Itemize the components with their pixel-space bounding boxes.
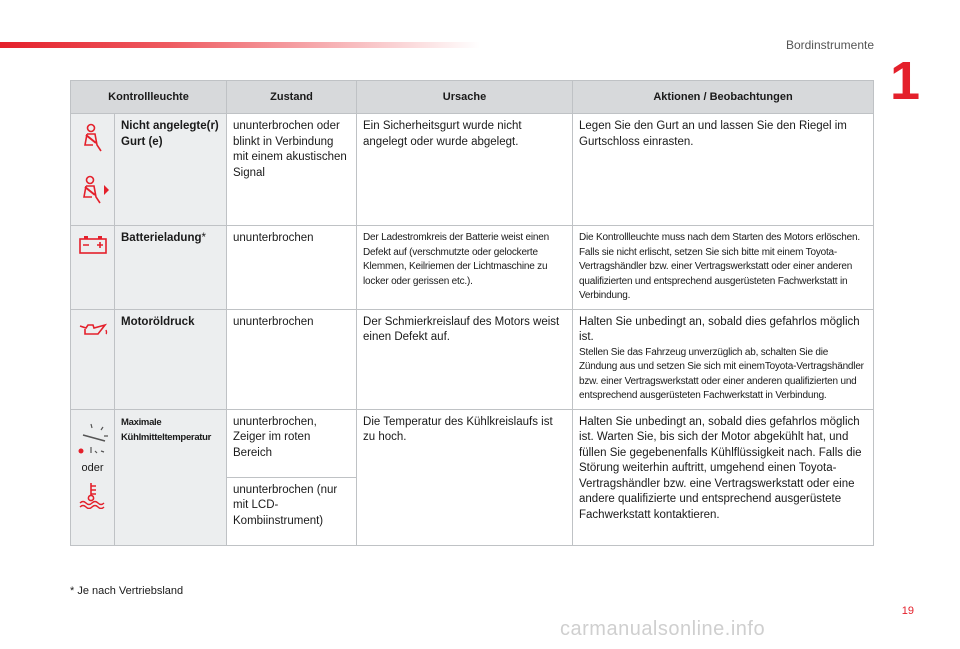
temperature-gauge-icon xyxy=(77,421,113,455)
warning-lights-table xyxy=(70,80,874,546)
footnote-marker: * xyxy=(201,232,206,244)
header-kontrollleuchte: Kontrollleuchte xyxy=(71,81,227,114)
light-name: Nicht angelegte(r) Gurt (e) xyxy=(115,114,227,226)
battery-icon xyxy=(78,235,108,255)
cause-cell: Der Ladestromkreis der Batterie weist einen Defekt auf (verschmutzte oder gelockerte Klemmen, Keilriemen der Lichtmaschine zu locker oder gerissen etc.). xyxy=(357,226,573,310)
seatbelt-icon xyxy=(80,123,106,153)
icon-cell xyxy=(71,114,115,226)
action-detail: Stellen Sie das Fahrzeug unverzüglich ab, schalten Sie die Zündung aus und setzen Sie sich mit einemToyota-Vertragshändler bzw. einer Vertragswerkstatt oder einer anderen qualifizierten und entsprechend ausgerüsteten Fachwerkstatt in Verbindung. xyxy=(579,346,864,402)
table-row xyxy=(71,114,874,226)
icon-separator: oder xyxy=(81,461,104,474)
cause-cell: Die Temperatur des Kühlkreislaufs ist zu hoch. xyxy=(357,409,573,545)
header-aktionen: Aktionen / Beobachtungen xyxy=(573,81,874,114)
light-name-text: Maximale Kühlmitteltemperatur xyxy=(121,416,212,444)
chapter-number: 1 xyxy=(889,51,920,111)
table-row xyxy=(71,409,874,477)
section-title: Bordinstrumente xyxy=(785,38,874,52)
header-zustand: Zustand xyxy=(227,81,357,114)
action-cell: Die Kontrollleuchte muss nach dem Starten des Motors erlöschen. Falls sie nicht erlischt, setzen Sie sich bitte mit einem Toyota-Vertragshändler bzw. einer Vertragswerkstatt oder einer anderen qualifizierten und entsprechend ausgerüsteten Fachwerkstatt in Verbindung. xyxy=(573,226,874,310)
state-cell: ununterbrochen xyxy=(227,226,357,310)
footnote: * Je nach Vertriebsland xyxy=(70,585,184,597)
action-cell: Legen Sie den Gurt an und lassen Sie den Riegel im Gurtschloss einrasten. xyxy=(573,114,874,226)
state-cell: ununterbrochen oder blinkt in Verbindung mit einem akustischen Signal xyxy=(227,114,357,226)
header-accent-bar xyxy=(0,42,480,48)
oil-can-icon xyxy=(77,319,109,339)
table-header-row xyxy=(71,81,874,114)
icon-cell xyxy=(71,226,115,310)
table-row xyxy=(71,309,874,409)
icon-cell xyxy=(71,409,115,545)
coolant-temperature-icon xyxy=(78,481,108,509)
header-ursache: Ursache xyxy=(357,81,573,114)
icon-cell xyxy=(71,309,115,409)
state-cell: ununterbrochen, Zeiger im roten Bereich xyxy=(227,409,357,477)
page-number: 19 xyxy=(901,605,914,617)
table-row xyxy=(71,226,874,310)
light-name xyxy=(115,409,227,545)
watermark: carmanualsonline.info xyxy=(560,618,766,640)
state-cell: ununterbrochen (nur mit LCD-Kombiinstrument) xyxy=(227,477,357,545)
light-name: Motoröldruck xyxy=(115,309,227,409)
cause-cell: Der Schmierkreislauf des Motors weist einen Defekt auf. xyxy=(357,309,573,409)
action-cell: Halten Sie unbedingt an, sobald dies gefahrlos möglich ist. Warten Sie, bis sich der Motor abgekühlt hat, und füllen Sie gegebenenfalls Kühlflüssigkeit nach. Falls die Störung weiterhin auftritt, umgehend einen Toyota-Vertragshändler bzw. eine Vertragswerkstatt oder eine andere qualifizierte und entsprechend ausgerüstete Fachwerkstatt kontaktieren. xyxy=(573,409,874,545)
action-text: Halten Sie unbedingt an, sobald dies gefahrlos möglich ist. xyxy=(579,315,860,344)
seatbelt-blinking-icon xyxy=(77,175,111,205)
state-cell: ununterbrochen xyxy=(227,309,357,409)
cause-cell: Ein Sicherheitsgurt wurde nicht angelegt oder wurde abgelegt. xyxy=(357,114,573,226)
light-name-text: Batterieladung xyxy=(121,232,202,244)
light-name xyxy=(115,226,227,310)
action-cell xyxy=(573,309,874,409)
